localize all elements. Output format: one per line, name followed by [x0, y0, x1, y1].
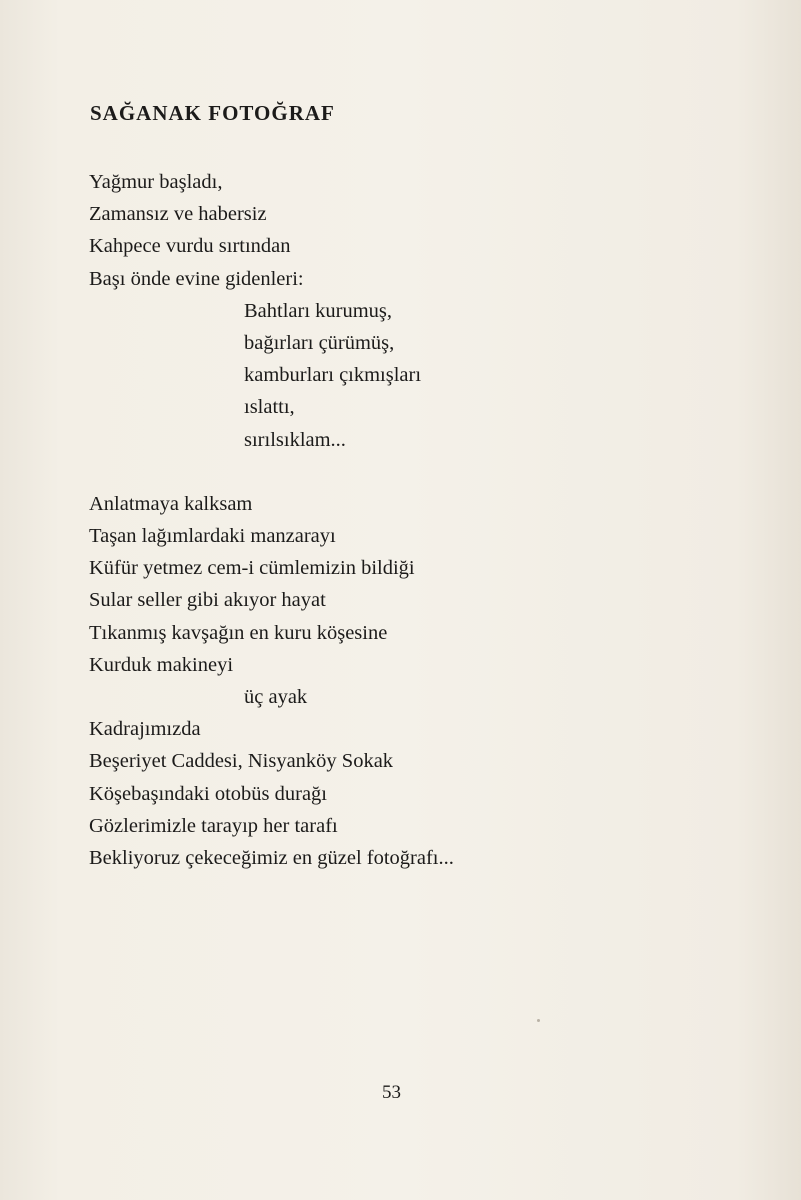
poem-line: Köşebaşındaki otobüs durağı	[89, 782, 327, 805]
poem-line: Kurduk makineyi	[89, 653, 234, 676]
poem-line-indented: kamburları çıkmışları	[244, 364, 422, 387]
poem-line: Zamansız ve habersiz	[89, 203, 267, 226]
poem-line: Tıkanmış kavşağın en kuru köşesine	[89, 621, 388, 644]
paper-speck	[537, 1019, 540, 1022]
stanza-2	[89, 488, 454, 874]
poem-line: Anlatmaya kalksam	[89, 492, 253, 515]
poem-line: Küfür yetmez cem-i cümlemizin bildiği	[89, 557, 415, 580]
poem-line: Kahpece vurdu sırtından	[89, 235, 291, 258]
poem-line: Beşeriyet Caddesi, Nisyanköy Sokak	[89, 750, 394, 773]
poem-line-indented: bağırları çürümüş,	[244, 331, 395, 354]
poem-line: Bekliyoruz çekeceğimiz en güzel fotoğrafı...	[89, 846, 454, 869]
poem-line-indented: Bahtları kurumuş,	[244, 299, 393, 322]
poem-line-indented: üç ayak	[244, 686, 308, 708]
poem-line: Gözlerimizle tarayıp her tarafı	[89, 814, 338, 837]
poem-line: Taşan lağımlardaki manzarayı	[89, 525, 336, 548]
poem-body	[89, 166, 454, 874]
poem-line-indented: sırılsıklam...	[244, 428, 346, 451]
stanza-1	[89, 166, 454, 456]
poem-line: Kadrajımızda	[89, 718, 201, 741]
poem-line: Başı önde evine gidenleri:	[89, 267, 304, 290]
poem-title: SAĞANAK FOTOĞRAF	[90, 101, 335, 125]
poem-line: Sular seller gibi akıyor hayat	[89, 589, 326, 612]
page-number: 53	[382, 1082, 401, 1103]
poem-line-indented: ıslattı,	[244, 396, 295, 419]
stanza-break	[89, 456, 454, 488]
poem-line: Yağmur başladı,	[89, 171, 223, 193]
